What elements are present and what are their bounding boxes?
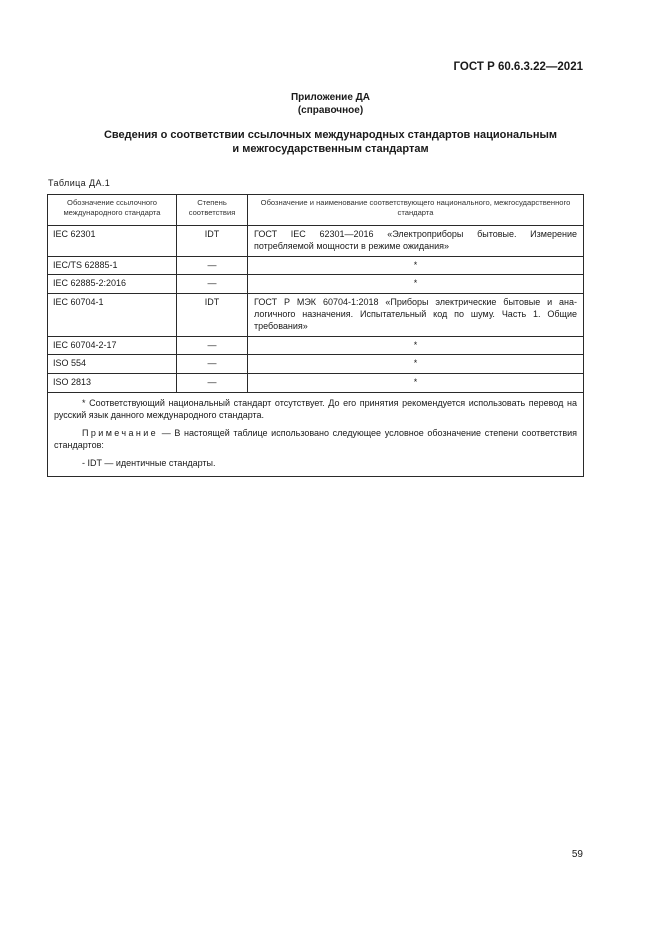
cell-degree: — <box>177 374 248 393</box>
section-title <box>60 129 601 156</box>
cell-national-standard: * <box>248 355 584 374</box>
section-title-line-2: и межгосударственным стандартам <box>232 142 429 155</box>
note-text: — В настоящей таблице использовано следующее условное обозначение степени соответствия стандартов: <box>54 427 577 450</box>
cell-degree: IDT <box>177 226 248 257</box>
cell-national-standard: ГОСТ IEC 62301—2016 «Электроприборы бытовые. Измерение потребляемой мощности в режиме ожидания» <box>248 226 584 257</box>
footnote: * Соответствующий национальный стандарт отсутствует. До его принятия рекомендуется использовать перевод на русский язык данного международного стандарта. <box>54 397 577 420</box>
note <box>54 427 577 451</box>
table-row <box>48 226 584 257</box>
table-row <box>48 374 584 393</box>
cell-national-standard: * <box>248 336 584 355</box>
cell-reference: IEC 62885-2:2016 <box>48 275 177 294</box>
section-title-line-1: Сведения о соответствии ссылочных международных стандартов национальным <box>103 129 558 141</box>
cell-reference: ISO 2813 <box>48 374 177 393</box>
cell-reference: IEC 60704-2-17 <box>48 336 177 355</box>
table-row <box>48 275 584 294</box>
cell-reference: IEC 62301 <box>48 226 177 257</box>
cell-national-standard: * <box>248 374 584 393</box>
cell-degree: — <box>177 256 248 275</box>
cell-degree: — <box>177 355 248 374</box>
table-header-row <box>48 195 584 226</box>
appendix-heading <box>0 92 661 117</box>
cell-degree: — <box>177 336 248 355</box>
table-row <box>48 294 584 336</box>
table-row <box>48 256 584 275</box>
cell-degree: — <box>177 275 248 294</box>
appendix-subtitle: (справочное) <box>297 104 364 116</box>
table-caption: Таблица ДА.1 <box>48 178 111 188</box>
cell-degree: IDT <box>177 294 248 336</box>
cell-reference: IEC 60704-1 <box>48 294 177 336</box>
table-footer <box>48 392 584 476</box>
table-footer-row <box>48 392 584 476</box>
document-code: ГОСТ Р 60.6.3.22—2021 <box>453 61 583 73</box>
page-number: 59 <box>571 849 583 860</box>
cell-national-standard: * <box>248 256 584 275</box>
table-row <box>48 336 584 355</box>
cell-national-standard: * <box>248 275 584 294</box>
table-row <box>48 355 584 374</box>
header-reference-standard: Обозначение ссылочного международного стандарта <box>48 195 177 226</box>
header-national-standard: Обозначение и наименование соответствующего национального, межгосударственного стандарта <box>248 195 584 226</box>
note-item: - IDT — идентичные стандарты. <box>82 457 216 468</box>
correspondence-table <box>47 194 584 477</box>
appendix-title: Приложение ДА <box>290 92 371 103</box>
header-degree-of-correspondence: Степень соответствия <box>177 195 248 226</box>
cell-national-standard: ГОСТ Р МЭК 60704-1:2018 «Приборы электрические бытовые и аналогичного назначения. Испытательный код по шуму. Часть 1. Общие требования» <box>248 294 584 336</box>
note-label: Примечание <box>82 427 159 438</box>
cell-reference: IEC/TS 62885-1 <box>48 256 177 275</box>
cell-reference: ISO 554 <box>48 355 177 374</box>
